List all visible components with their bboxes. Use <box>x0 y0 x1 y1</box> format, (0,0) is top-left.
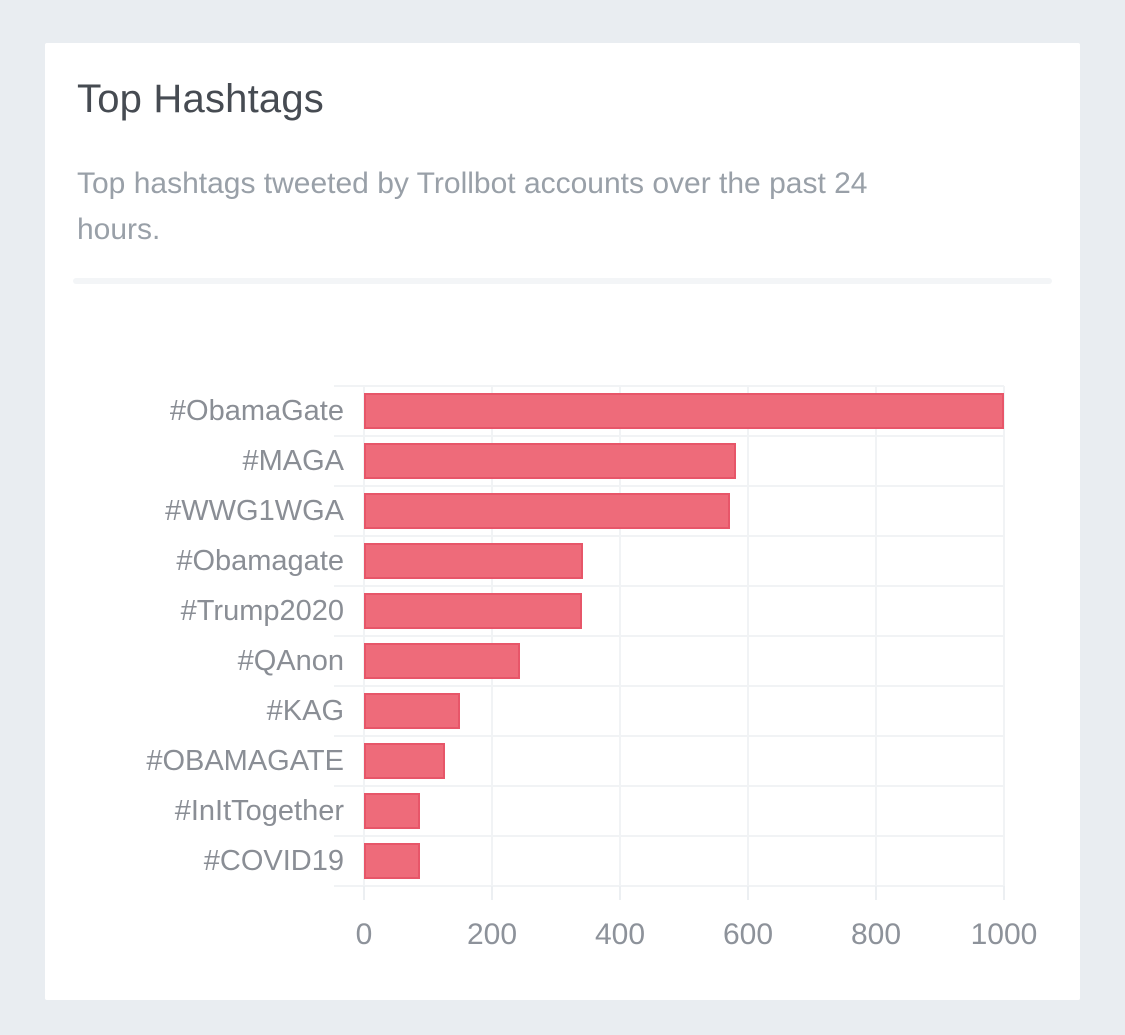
top-hashtags-card <box>45 43 1080 1000</box>
bar <box>364 443 736 479</box>
bar-track <box>364 686 1004 736</box>
bar-row <box>45 486 1004 536</box>
bar-row <box>45 586 1004 636</box>
bar-rows <box>45 386 1004 886</box>
category-label: #InItTogether <box>174 794 344 827</box>
bar-track <box>364 536 1004 586</box>
bar-track <box>364 636 1004 686</box>
category-label: #ObamaGate <box>169 394 344 427</box>
bar-track <box>364 786 1004 836</box>
bar-track <box>364 386 1004 436</box>
category-label: #COVID19 <box>203 844 344 877</box>
bar-track <box>364 586 1004 636</box>
bar <box>364 543 583 579</box>
bar <box>364 693 460 729</box>
category-label: #QAnon <box>237 644 344 677</box>
bar-track <box>364 436 1004 486</box>
bar-row <box>45 786 1004 836</box>
bar <box>364 793 420 829</box>
bar-row <box>45 536 1004 586</box>
x-axis-tickmark <box>747 886 749 900</box>
x-axis-tickmark <box>491 886 493 900</box>
x-axis-tick-label: 0 <box>355 918 373 951</box>
category-label: #WWG1WGA <box>165 494 344 527</box>
x-axis-tick-label: 800 <box>850 918 902 951</box>
x-axis-tick-label: 1000 <box>970 918 1038 951</box>
x-axis-tickmark <box>875 886 877 900</box>
category-label: #Obamagate <box>176 544 344 577</box>
x-axis-tickmark <box>363 886 365 900</box>
bar-track <box>364 486 1004 536</box>
bar-track <box>364 836 1004 886</box>
x-axis-tick-label: 400 <box>594 918 646 951</box>
card-title: Top Hashtags <box>77 77 324 121</box>
bar-row <box>45 386 1004 436</box>
bar <box>364 593 582 629</box>
category-label: #KAG <box>266 694 344 727</box>
x-axis-tickmark <box>619 886 621 900</box>
bar-row <box>45 686 1004 736</box>
bar <box>364 743 445 779</box>
bar-row <box>45 436 1004 486</box>
card-subtitle: Top hashtags tweeted by Trollbot accounts over the past 24 hours. <box>77 167 868 246</box>
bar-row <box>45 836 1004 886</box>
category-label: #OBAMAGATE <box>146 744 344 777</box>
x-axis-tick-label: 600 <box>722 918 774 951</box>
bar-track <box>364 736 1004 786</box>
x-axis-tickmark <box>1003 886 1005 900</box>
bar-row <box>45 736 1004 786</box>
bar <box>364 843 420 879</box>
category-label: #Trump2020 <box>180 594 344 627</box>
category-label: #MAGA <box>242 444 344 477</box>
divider <box>73 278 1052 284</box>
bar <box>364 643 520 679</box>
bar <box>364 393 1004 429</box>
x-axis-tick-label: 200 <box>466 918 518 951</box>
bar-row <box>45 636 1004 686</box>
bar <box>364 493 730 529</box>
